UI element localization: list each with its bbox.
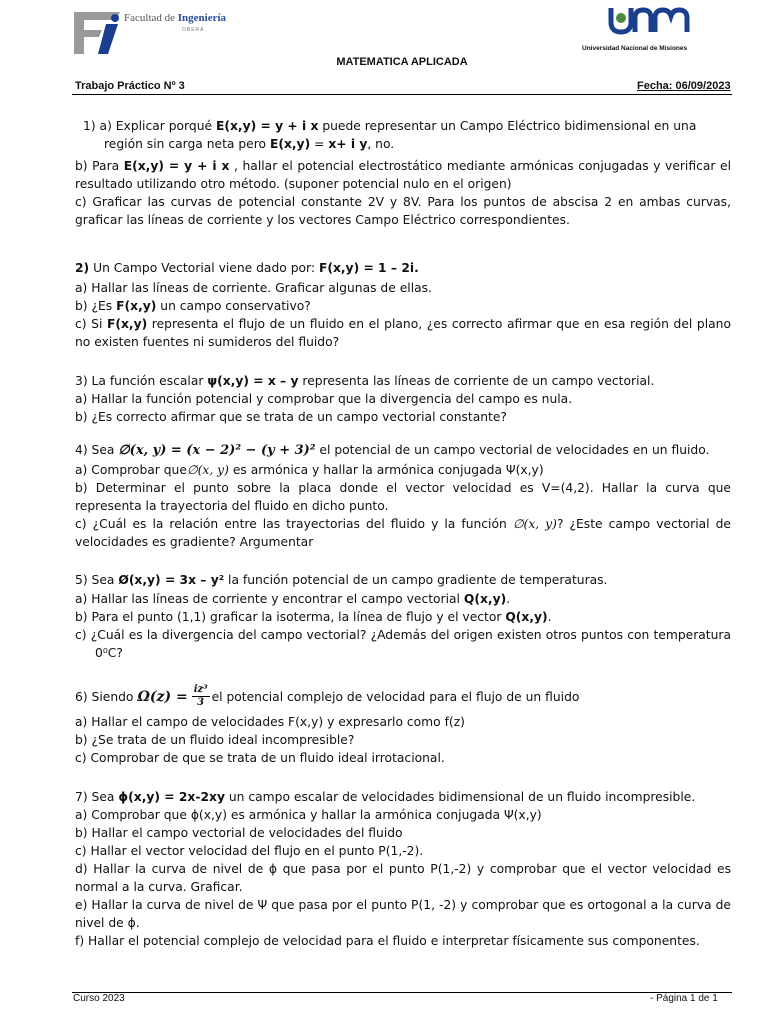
faculty-sub: OBERÁ <box>182 27 205 33</box>
question-2: 2) Un Campo Vectorial viene dado por: F(x,y) = 1 – 2i. a) Hallar las líneas de corriente. Graficar algunas de ellas. b) ¿Es F(x,y) un campo conservativo? c) Si F(x,y) representa el flujo de un fluido en el plano, ¿es correcto afirmar que en esa región del plano no existen fuentes ni sumideros del fluido? <box>75 261 731 349</box>
question-3: 3) La función escalar ψ(x,y) = x – y representa las líneas de corriente de un campo vectorial. a) Hallar la función potencial y comprobar que la divergencia del campo es nula. b) ¿Es correcto afirmar que se trata de un campo vectorial constante? <box>75 374 655 424</box>
date-label: Fecha: 06/09/2023 <box>637 80 731 92</box>
university-name: Universidad Nacional de Misiones <box>582 45 688 52</box>
subject-title: MATEMATICA APLICADA <box>336 56 468 68</box>
fi-logo-icon <box>72 10 122 56</box>
question-4: 4) Sea ∅(x, y) = (x − 2)² − (y + 3)² el potencial de un campo vectorial de velocidades en un fluido. a) Comprobar que∅(x, y) es armónica y hallar la armónica conjugada Ψ(x,y) b) Determinar el punto sobre la placa donde el vector velocidad es V=(4,2). Hallar la curva que representa la trayectoria del fluido en dicho punto. c) ¿Cuál es la relación entre las trayectorias del fluido y la función ∅(x, y)? ¿Este campo vectorial de velocidades es gradiente? Argumentar <box>75 443 731 549</box>
footer-rule <box>72 992 732 993</box>
faculty-logo <box>72 10 232 56</box>
faculty-name-1: Facultad de <box>124 12 176 24</box>
q6-formula-num: iz³ <box>193 684 208 695</box>
faculty-name-2: Ingeniería <box>177 12 227 24</box>
question-6: 6) Siendo Ω(z) = $\frac{\text{iz³}}{3}$ el potencial complejo de velocidad para el flujo de un fluido a) Hallar el campo de velocidades F(x,y) y expresarlo como f(z) b) ¿Se trata de un fluido ideal incompresible? c) Comprobar de que se trata de un fluido ideal irrotacional. <box>75 684 580 765</box>
q4-formula: ∅(x, y) = (x − 2)² − (y + 3)² <box>118 443 316 458</box>
question-7: 7) Sea ϕ(x,y) = 2x-2xy un campo escalar de velocidades bidimensional de un fluido incompresible. a) Comprobar que ϕ(x,y) es armónica y hallar la armónica conjugada Ψ(x,y) b) Hallar el campo vectorial de velocidades del fluido c) Hallar el vector velocidad del flujo en el punto P(1,-2). d) Hallar la curva de nivel de ϕ que pasa por el punto P(1,-2) y comprobar que el vector velocidad es normal a la curva. Graficar. e) Hallar la curva de nivel de Ψ que pasa por el punto P(1, -2) y comprobar que es ortogonal a la curva de nivel de ϕ. f) Hallar el potencial complejo de velocidad para el fluido e interpretar físicamente sus componentes. <box>75 790 731 948</box>
university-logo <box>605 4 695 38</box>
q6-formula-den: 3 <box>197 697 205 708</box>
header-rule <box>72 94 732 95</box>
question-5: 5) Sea Ø(x,y) = 3x – y² la función potencial de un campo gradiente de temperaturas. a) Hallar las líneas de corriente y encontrar el campo vectorial Q(x,y). b) Para el punto (1,1) graficar la isoterma, la línea de flujo y el vector Q(x,y). c) ¿Cuál es la divergencia del campo vectorial? ¿Además del origen existen otros puntos con temperatura 0⁰C? <box>75 573 731 660</box>
course-label: Curso 2023 <box>73 993 125 1004</box>
q6-formula-lhs: Ω(z) = <box>137 688 188 705</box>
practice-title: Trabajo Práctico Nº 3 <box>75 80 185 92</box>
unam-logo-icon <box>605 4 693 36</box>
question-1: 1) a) Explicar porqué E(x,y) = y + i x puede representar un Campo Eléctrico bidimensional en una región sin carga neta pero E(x,y) = x+ i y, no. b) Para E(x,y) = y + i x , hallar el potencial electrostático mediante armónicas conjugadas y verificar el resultado utilizando otro método. (suponer potencial nulo en el origen) c) Graficar las curvas de potencial constante 2V y 8V. Para los puntos de abscisa 2 en ambas curvas, graficar las líneas de corriente y los vectores Campo Eléctrico correspondientes. <box>75 119 731 227</box>
page-number: - Página 1 de 1 <box>650 993 718 1004</box>
